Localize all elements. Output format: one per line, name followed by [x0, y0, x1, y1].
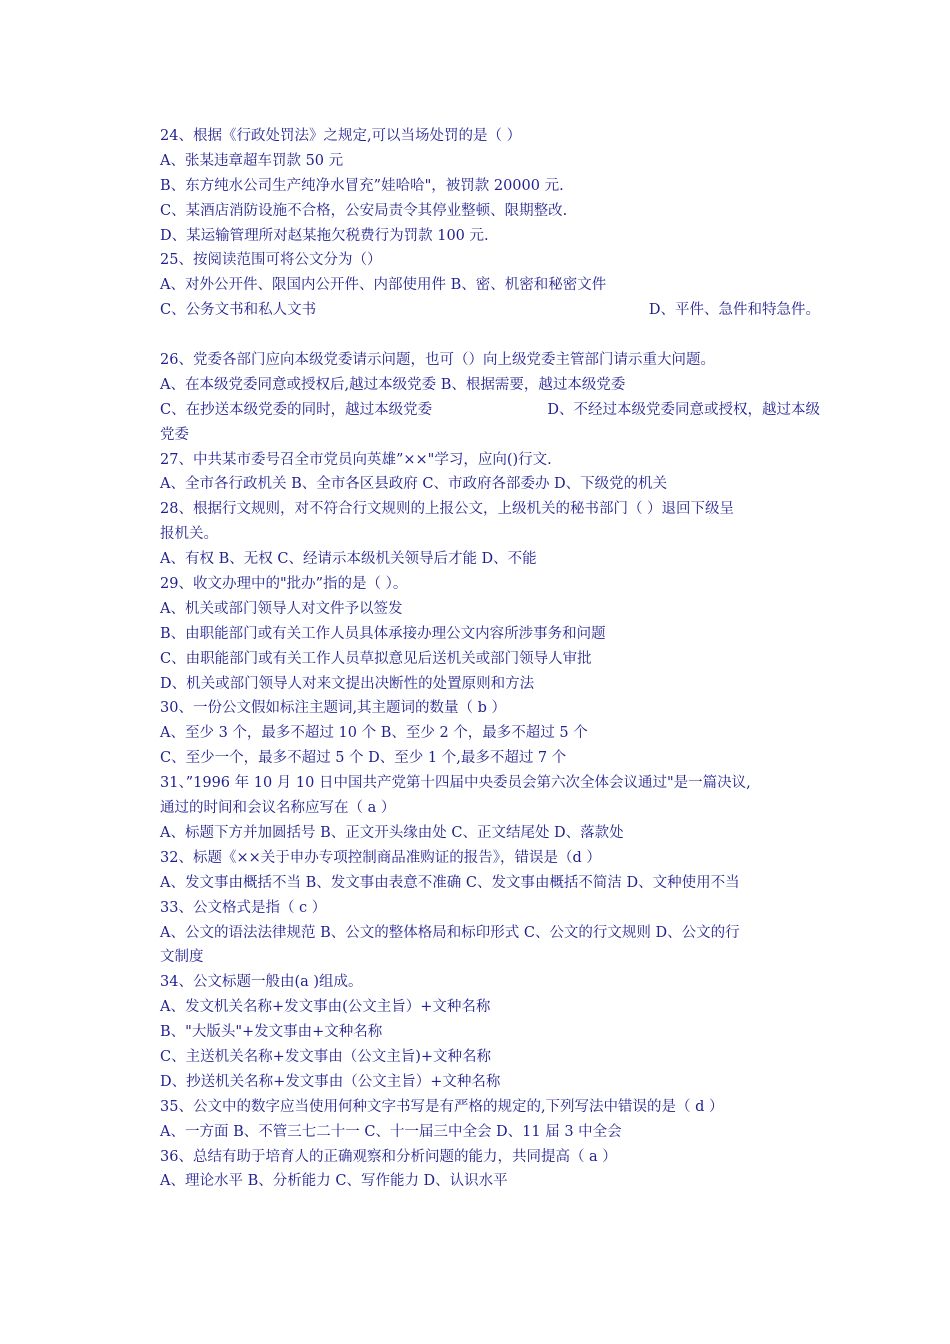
question-29-option-b: B、由职能部门或有关工作人员具体承接办理公文内容所涉事务和问题 — [160, 625, 606, 642]
question-30-options-cd: C、至少一个，最多不超过 5 个 D、至少 1 个,最多不超过 7 个 — [160, 750, 567, 767]
question-26-stem: 26、党委各部门应向本级党委请示问题，也可（）向上级党委主管部门请示重大问题。 — [160, 352, 715, 369]
question-34-option-d: D、抄送机关名称+发文事由（公文主旨）+文种名称 — [160, 1073, 501, 1090]
question-32-stem: 32、标题《××关于申办专项控制商品准购证的报告》，错误是（d ） — [160, 849, 601, 866]
question-28-stem: 28、根据行文规则，对不符合行文规则的上报公文，上级机关的秘书部门（ ）退回下级呈 — [160, 501, 735, 518]
question-35-options: A、一方面 B、不管三七二十一 C、十一届三中全会 D、11 届 3 中全会 — [160, 1123, 622, 1140]
question-28-options: A、有权 B、无权 C、经请示本级机关领导后才能 D、不能 — [160, 551, 537, 568]
question-33-stem: 33、公文格式是指（ c ） — [160, 899, 327, 916]
question-36-stem: 36、总结有助于培育人的正确观察和分析问题的能力，共同提高（ a ） — [160, 1148, 617, 1165]
question-27-options: A、全市各行政机关 B、全市各区县政府 C、市政府各部委办 D、下级党的机关 — [160, 476, 668, 493]
question-31-stem-continued: 通过的时间和会议名称应写在（ a ） — [160, 800, 396, 817]
question-32-options: A、发文事由概括不当 B、发文事由表意不准确 C、发文事由概括不简洁 D、文种使用不当 — [160, 874, 740, 891]
document-body — [160, 124, 820, 1194]
question-33-options-continued: 文制度 — [160, 949, 204, 966]
question-24-option-a: A、张某违章超车罚款 50 元 — [160, 152, 344, 169]
question-24-option-b: B、东方纯水公司生产纯净水冒充”娃哈哈"，被罚款 20000 元. — [160, 177, 564, 194]
question-24-option-c: C、某酒店消防设施不合格，公安局责令其停业整顿、限期整改. — [160, 202, 568, 219]
question-30-stem: 30、一份公文假如标注主题词,其主题词的数量（ b ） — [160, 700, 507, 717]
question-31-options: A、标题下方并加圆括号 B、正文开头缘由处 C、正文结尾处 D、落款处 — [160, 824, 624, 841]
question-26-option-d-continued: 党委 — [160, 426, 189, 443]
question-34-option-a: A、发文机关名称+发文事由(公文主旨）+文种名称 — [160, 999, 491, 1016]
question-24-option-d: D、某运输管理所对赵某拖欠税费行为罚款 100 元. — [160, 227, 489, 244]
question-34-stem: 34、公文标题一般由(a )组成。 — [160, 974, 363, 991]
blank-line — [160, 323, 820, 348]
question-29-option-a: A、机关或部门领导人对文件予以签发 — [160, 600, 403, 617]
question-26-option-d: D、不经过本级党委同意或授权，越过本级 — [547, 401, 820, 418]
question-31-stem: 31、”1996 年 10 月 10 日中国共产党第十四届中央委员会第六次全体会议通过"是一篇决议, — [160, 775, 751, 792]
question-26-option-c: C、在抄送本级党委的同时，越过本级党委 — [160, 401, 433, 418]
question-34-option-c: C、主送机关名称+发文事由（公文主旨)+文种名称 — [160, 1048, 492, 1065]
question-29-option-c: C、由职能部门或有关工作人员草拟意见后送机关或部门领导人审批 — [160, 650, 592, 667]
question-24-stem: 24、根据《行政处罚法》之规定,可以当场处罚的是（ ） — [160, 128, 522, 144]
question-36-options: A、理论水平 B、分析能力 C、写作能力 D、认识水平 — [160, 1173, 508, 1190]
question-27-stem: 27、中共某市委号召全市党员向英雄”××"学习，应向()行文. — [160, 451, 552, 468]
question-25-options-cd — [160, 298, 820, 323]
question-25-option-d: D、平件、急件和特急件。 — [648, 302, 820, 319]
question-28-stem-continued: 报机关。 — [160, 526, 218, 543]
question-25-stem: 25、按阅读范围可将公文分为（） — [160, 252, 382, 269]
question-34-option-b: B、"大版头"+发文事由+文种名称 — [160, 1024, 383, 1041]
question-26-options-cd — [160, 398, 820, 423]
question-35-stem: 35、公文中的数字应当使用何种文字书写是有严格的规定的,下列写法中错误的是（ d ） — [160, 1098, 724, 1115]
question-33-options: A、公文的语法法律规范 B、公文的整体格局和标印形式 C、公文的行文规则 D、公文的行 — [160, 924, 740, 941]
question-26-options-ab: A、在本级党委同意或授权后,越过本级党委 B、根据需要，越过本级党委 — [160, 376, 626, 393]
question-25-options-ab: A、对外公开件、限国内公开件、内部使用件 B、密、机密和秘密文件 — [160, 277, 607, 294]
question-25-option-c: C、公务文书和私人文书 — [160, 302, 317, 319]
question-29-stem: 29、收文办理中的"批办”指的是（ ）。 — [160, 576, 408, 593]
question-30-options-ab: A、至少 3 个，最多不超过 10 个 B、至少 2 个，最多不超过 5 个 — [160, 725, 588, 742]
question-29-option-d: D、机关或部门领导人对来文提出决断性的处置原则和方法 — [160, 675, 535, 692]
